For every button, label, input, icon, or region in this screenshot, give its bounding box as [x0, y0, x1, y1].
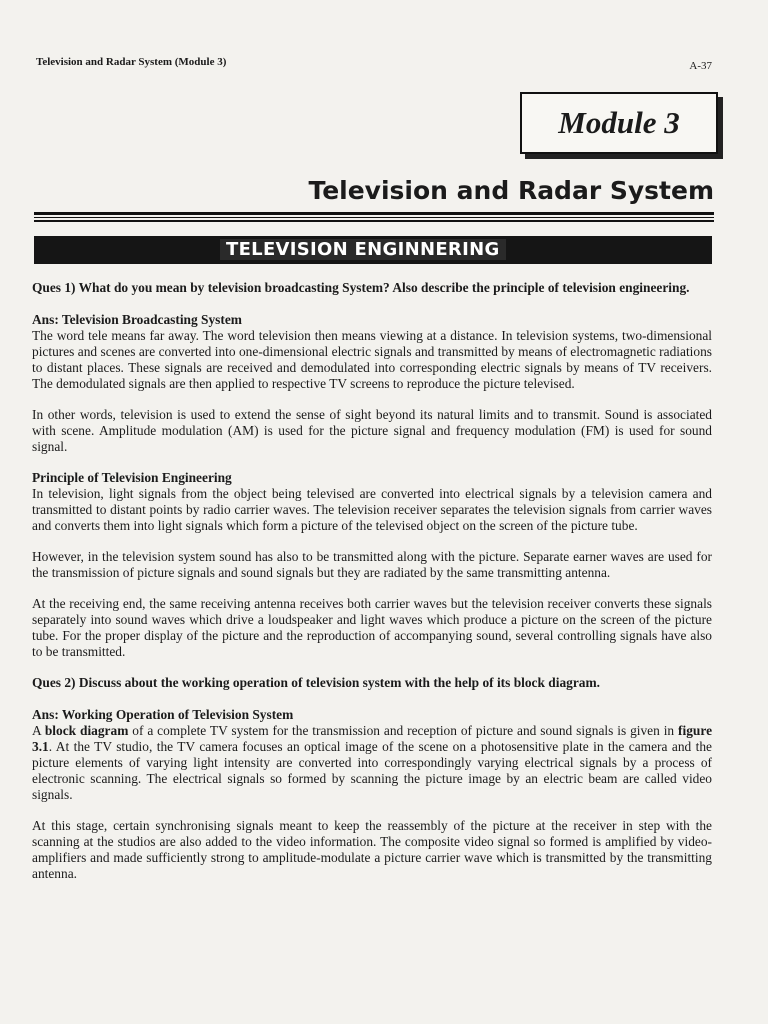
- title-rule: [34, 217, 714, 218]
- principle-paragraph-3: At the receiving end, the same receiving antenna receives both carrier waves but the television receiver converts these signals separately into sound waves which drive a loudspeaker and light waves which produce a picture on the screen of the picture tube. For the proper display of the picture and the reproduction of accompanying sound, several controlling signals have also to be transmitted.: [32, 596, 712, 659]
- title-rule: [34, 212, 714, 215]
- principle-paragraph-1: In television, light signals from the object being televised are converted into electrical signals by a television camera and transmitted to distant points by radio carrier waves. The television receiver separates the television signals from carrier waves and converts them into light signals which form a picture of the televised object on the screen of the picture tube.: [32, 486, 712, 533]
- text-run: A: [32, 723, 45, 738]
- running-head: Television and Radar System (Module 3): [36, 56, 227, 68]
- page-number: A-37: [689, 60, 712, 72]
- section-title: TELEVISION ENGINNERING: [220, 239, 506, 260]
- principle-heading: Principle of Television Engineering: [32, 470, 232, 485]
- answer-2-paragraph-1: [32, 723, 712, 803]
- answer-1-paragraph-2: In other words, television is used to extend the sense of sight beyond its natural limits and to transmit. Sound is associated with scene. Amplitude modulation (AM) is used for the picture signal and frequency modulation (FM) is used for sound signal.: [32, 407, 712, 454]
- text-run: of a complete TV system for the transmission and reception of picture and sound signals is given in: [128, 723, 679, 738]
- principle-paragraph-2: However, in the television system sound has also to be transmitted along with the picture. Separate earner waves are used for the transmission of picture signals and sound signals but they are radiated by the same transmitting antenna.: [32, 549, 712, 580]
- question-2: Ques 2) Discuss about the working operation of television system with the help of its block diagram.: [32, 675, 600, 690]
- text-run: . At the TV studio, the TV camera focuses an optical image of the scene on a photosensitive plate in the camera and the picture elements of varying light intensity are converted into correspondingly varying electrical signals by a process of electronic scanning. The electrical signals so formed by scanning the picture image by an electric beam are called video signals.: [32, 739, 712, 802]
- module-label-box: [520, 92, 718, 154]
- chapter-title: Television and Radar System: [308, 176, 714, 205]
- module-label: Module 3: [558, 105, 680, 140]
- section-banner: [34, 236, 712, 264]
- bold-term-block-diagram: block diagram: [44, 723, 129, 738]
- title-rule: [34, 220, 714, 222]
- answer-2-paragraph-2: At this stage, certain synchronising signals meant to keep the reassembly of the picture at the receiver in step with the scanning at the studios are also added to the video information. The composite video signal so formed is amplified by video-amplifiers and made sufficiently strong to amplitude-modulate a picture carrier wave which is transmitted by the transmitting antenna.: [32, 818, 712, 881]
- answer-2-heading: Ans: Working Operation of Television System: [32, 707, 294, 722]
- question-1: Ques 1) What do you mean by television broadcasting System? Also describe the principle of television engineering.: [32, 280, 690, 295]
- answer-1-heading: Ans: Television Broadcasting System: [32, 312, 242, 327]
- answer-1-paragraph-1: The word tele means far away. The word television then means viewing at a distance. In television systems, two-dimensional pictures and scenes are converted into one-dimensional electric signals and transmitted by means of electromagnetic radiations to distant places. These signals are received and demodulated into corresponding electric signals by means of TV receivers. The demodulated signals are then applied to respective TV screens to reproduce the picture televised.: [32, 328, 712, 391]
- document-body: [32, 280, 712, 897]
- figure-reference: figure 3.1: [32, 723, 713, 754]
